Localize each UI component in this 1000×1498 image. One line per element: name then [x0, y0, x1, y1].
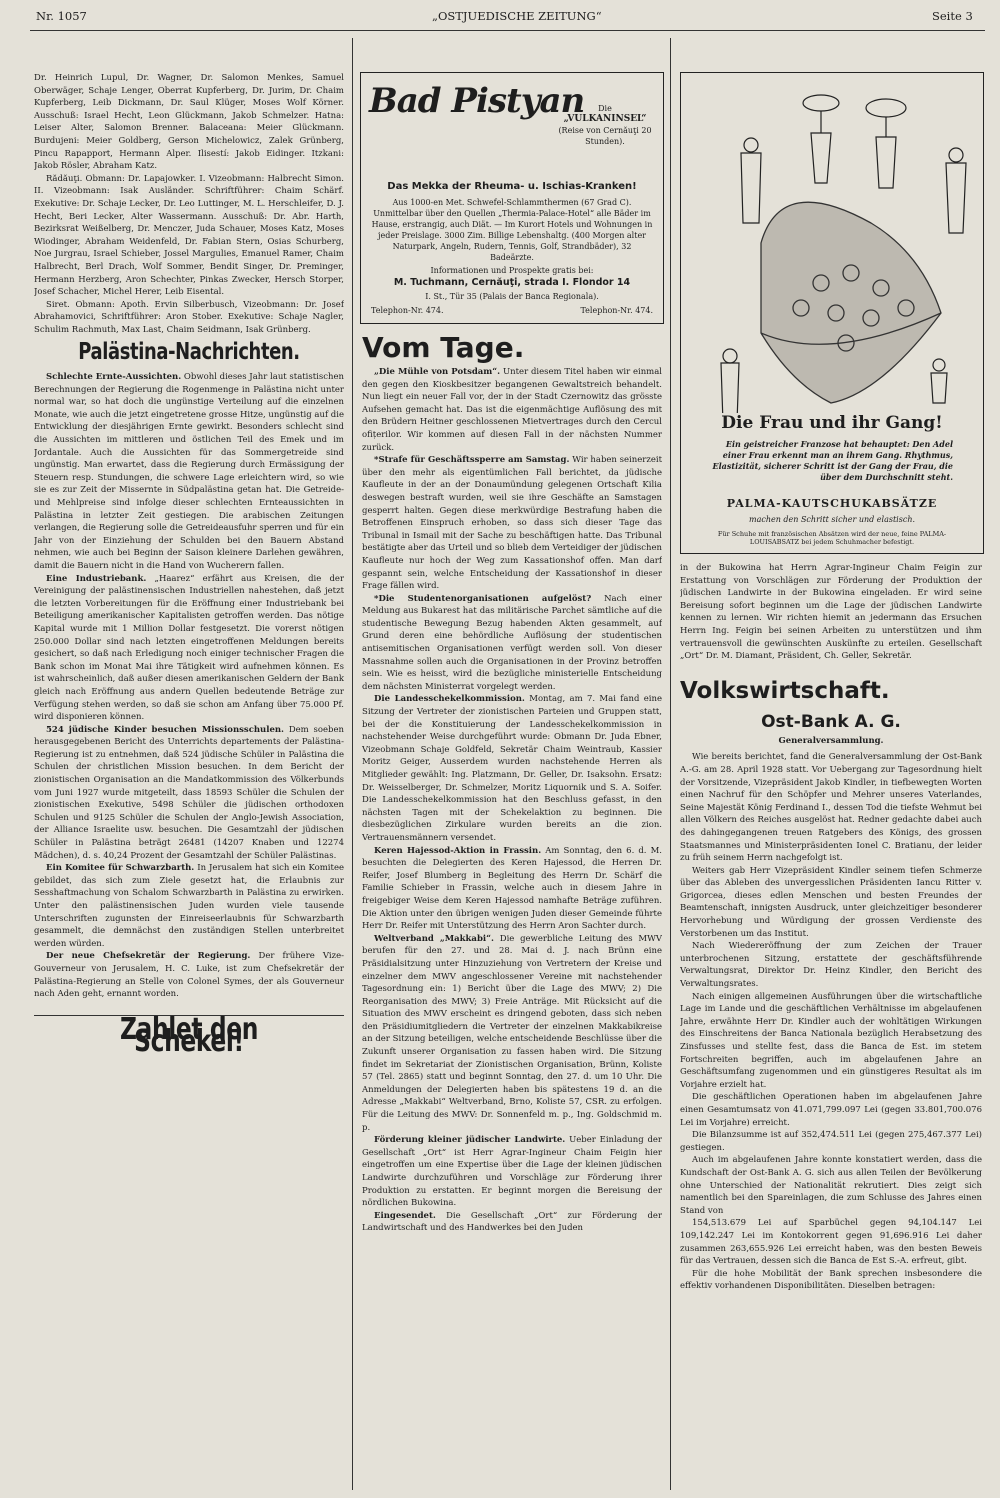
article-heading: Keren Hajessod-Aktion in Frassin. [374, 845, 542, 856]
committee-list: Rădăuţi. Obmann: Dr. Lapajowker. I. Vizeobmann: Halbrecht Simon. II. Vizeobmann: Isak Ausländer. Schriftführer: Chaim Schärf. Exekutive: Dr. Schaje Lecker, Dr. Leo Luttinger, M. L. Herschleifer, D. J. Hecht, Beri Lecker, Alter Wassermann. Ausschuß: Dr. Abr. Harth, Bezirksrat Weißelberg, Dr. Menczer, Juda Schauer, Moses Katz, Moses Wiodinger, Abraham Weidenfeld, Dr. Fabian Stern, Osias Schurberg, Noe Jurgrau, Israel Schieber, Jossel Margulies, Emanuel Ramer, Chaim Halbrecht, Berl Drach, Wolf Sommer, Bendit Singer, Dr. Preminger, Hermann Herzberg, Aron Schechter, Pinkas Zwecker, Hersch Storper, Josef Schacher, Michel Herer, Leib Eisental. [34, 173, 344, 298]
article-body: Obwohl dieses Jahr laut statistischen Berechnungen der Regierung die Rogenmenge in Palästina nicht unter normal war, so hat doch die ungünstige Verteilung auf die einzelnen Monate, wie auch die jetzt eingetretene grosse Hitze, ungünstig auf die Entwicklung der diesjährigen Ernte gewirkt. Besonders schlecht sind die Aussichten im mittleren und östlichen Teil des Emek und im Jordantale. Auch die Aussichten für das Sommergetreide sind ungünstig. Man erwartet, dass die Regierung durch Ermässigung der Steuern resp. Stundungen, die schwere Lage erleichtern wird, so wie sie es zur Zeit der Missernte in Südpalästina getan hat. Die Getreide- und Mehlpreise sind infolge dieser schlechten Ernteaussichten in Palästina in letzter Zeit gestiegen. Die arabischen Zeitungen verlangen, die Regierung solle die Getreideausfuhr sperren und für ein Jahr von der Einziehung der Schulden bei den Bauern Abstand nehmen, wie auch bei Beginn der Saison kleinere Darlehen gewähren, damit die Bauern nicht in die Hand von Wucherern fallen. [34, 372, 344, 571]
article-heading: 524 jüdische Kinder besuchen Missionsschulen. [46, 724, 285, 735]
heel-shape [761, 202, 941, 403]
article-body: „Haarez“ erfährt aus Kreisen, die der Vereinigung der palästinensischen Industriellen nahestehen, daß jetzt die letzten Vorbereitungen für die Eröffnung einer Industriebank bei Beteiligung amerikanischer Kapitalisten getroffen werden. Das nötige Kapital wurde mit 1 Million Dollar festgesetzt. Die vorerst nötigen 250.000 Dollar sind nach letzten eingetroffenen Meldungen bereits gesichert, so daß nach Erledigung noch einiger technischer Fragen die Bank schon im Monat Mai ihre Tätigkeit wird aufnehmen können. Es ist wahrscheinlich, daß außer diesen amerikanischen Geldern der Bank gleich nach Eröffnung aus andern Quellen bedeutende Beträge zur Verfügung stehen werden, so daß sie schon am Anfang über 75.000 Pf. wird disponieren können. [34, 573, 344, 723]
column-rule-1 [352, 38, 353, 1490]
article-body: Montag, am 7. Mai fand eine Sitzung der Vertreter der zionistischen Parteien und Gruppen statt, bei der die Konstituierung der Landesschekelkommission in nachstehender Weise durchgeführt wurde: Obmann Dr. Juda Ebner, Vizeobmann Schaje Goldfeld, Sekretär Chaim Weintraub, Kassier Moritz Geiger, Ausserdem wurden nachstehende Herren als Mitglieder gewählt: Ing. Platzmann, Dr. Geller, Dr. Isaksohn. Ersatz: Dr. Weisselberger, Dr. Schmelzer, Moritz Liquornik und S. A. Soifer. Die Landesschekelkommission hat den Beschluss gefasst, in den nächsten Tagen mit der Schekelaktion zu beginnen. Die diesbezüglichen Zirkulare wurden bereits an die zion. Vertrauensmännern versendet. [362, 694, 662, 843]
header-rule [30, 30, 985, 31]
column-3 [680, 562, 982, 1492]
pistyan-side-2: „VULKANINSEL“ [563, 114, 647, 124]
pistyan-info: Informationen und Prospekte gratis bei: [430, 266, 594, 275]
section-title-palaestina: Palästina-Nachrichten. [78, 339, 300, 366]
palma-brand: PALMA-KAUTSCHUKABSÄTZE [726, 497, 938, 510]
paragraph: Die Bilanzsumme ist auf 352,474.511 Lei (gegen 275,467.377 Lei) gestiegen. [680, 1130, 982, 1153]
article-body: Ueber Einladung der Gesellschaft „Ort“ ist Herr Agrar-Ingineur Chaim Feigin hier eingetroffen um eine Expertise über die Lage der kleinen jüdischen Landwirte durchzuführen und Vorschläge zur Förderung ihrer Produktion zu erstatten. Er beginnt morgen die Bereisung der nördlichen Bukowina. [362, 1135, 662, 1209]
palma-illustration [681, 73, 981, 413]
slogan-schekel: Zahlet den Schekel! [119, 1011, 259, 1060]
article-body: Unter diesem Titel haben wir einmal den gegen den Kioskbesitzer begangenen Gewaltstreich behandelt. Nun liegt ein neuer Fall vor, der in der Stadt Czernowitz das grösste Aufsehen gemacht hat. Das ist die eigenmächtige Auflösung des mit den Brüdern Heitner geschlossenen Mietvertrages durch den Cercul ofițerilor. Wir kommen auf diesen Fall in der nächsten Nummer zurück. [362, 367, 662, 453]
paragraph: 154,513.679 Lei auf Sparbüchel gegen 94,104.147 Lei 109,142.247 Lei im Kontokorrent gegen 91,696.916 Lei daher zusammen 263,655.926 Lei erreicht haben, was den besten Beweis für das Vertrauen, dessen sich die Banca de Est S.-A. erfreut, gibt. [680, 1218, 982, 1267]
committee-list: Siret. Obmann: Apoth. Ervin Silberbusch, Vizeobmann: Dr. Josef Abrahamovici, Schriftführer: Aron Stober. Exekutive: Schaje Nagler, Schulim Rachmuth, Max Last, Chaim Seidmann, Isak Grünberg. [34, 299, 344, 335]
article-body: Wir haben seinerzeit über den mehr als eigentümlichen Fall berichtet, da jüdische Kaufleute in der an der Donaumündung gelegenen Ortschaft Kilia deswegen bestraft wurden, weil sie ihre Geschäfte an Samstagen gesperrt halten. Gegen diese merkwürdige Bestrafung haben die Betroffenen Einspruch erhoben, so dass sich dieser Tage das Tribunal in Ismail mit der Sache zu beschäftigen hatte. Das Tribunal bestätigte aber das Urteil und so blieb dem Verteidiger der jüdischen Kaufleute nur hoch der Weg zum Kassationshof offen. Man darf gespannt sein, welche Entscheidung der Kassationshof in dieser Frage fällen wird. [362, 455, 662, 592]
issue-number: Nr. 1057 [36, 9, 87, 23]
pistyan-phone-right: Telephon-Nr. 474. [580, 306, 653, 315]
article-heading: Förderung kleiner jüdischer Landwirte. [374, 1135, 566, 1146]
committee-list: Dr. Heinrich Lupul, Dr. Wagner, Dr. Salomon Menkes, Samuel Oberwäger, Schaje Lenger, Oberrat Kupferberg, Dr. Jurim, Dr. Chaim Kupferberg, Leib Dickmann, Dr. Saul Klüger, Moses Wolf Körner. Ausschuß: Israel Hecht, Leon Glückmann, Jakob Schmelzer. Hatna: Leiser Alter, Salomon Brenner. Balaceana: Meier Glückmann. Burdujeni: Meier Goldberg, Gerson Michelowicz, Zalek Grünberg, Pincu Rapapport, Hermann Alper. Ilisestí: Jakob Eidinger. Itzkani: Jakob Rösler, Abraham Katz. [34, 73, 344, 172]
ost-bank-title: Ost-Bank A. G. [761, 711, 901, 732]
paragraph: Wie bereits berichtet, fand die Generalversammlung der Ost-Bank A.-G. am 28. April 1928 statt. Vor Uebergang zur Tagesordnung hielt der Vorsitzende, Vizepräsident Jakob Kindler, in tiefbewegten Worten einen Nachruf für den Schöpfer und Mehrer unseres Vaterlandes, Seine Majestät König Ferdinand I., dessen Tod die tiefste Wehmut bei allen Völkern des Reiches ausgelöst hat. Redner gedachte dabei auch des dahingegangenen treuen Ratgebers des Königs, des grossen Staatsmannes und Ministerpräsidenten Ionel C. Bratianu, der leider zu früh seinem Herrn nachgefolgt ist. [680, 752, 982, 864]
pistyan-logo: Bad Pistyan [369, 81, 585, 121]
pistyan-phone-left: Telephon-Nr. 474. [371, 306, 444, 315]
pistyan-agent: M. Tuchmann, Cernăuţi, strada I. Flondor 14 [393, 277, 631, 288]
pistyan-side-text [557, 103, 653, 147]
article-heading: *Die Studentenorganisationen aufgelöst? [374, 593, 592, 604]
article-heading: Der neue Chefsekretär der Regierung. [46, 951, 251, 962]
column-rule-2 [670, 38, 671, 1490]
ort-continued: in der Bukowina hat Herrn Agrar-Ingineur Chaim Feigin zur Erstattung von Vorschlägen zur Förderung der Produktion der jüdischen Landwirte in der Bukowina eingeladen. Er wird seine Bereisung sofort beginnen um die Lage der jüdischen Landwirte kennen zu lernen. Wir richten hiemit an jedermann das Ersuchen Herrn Ing. Feigin bei seinen Arbeiten zu unterstützen und ihm vertrauensvoll die gewünschten Auskünfte zu erteilen. Gesellschaft „Ort“ Dr. M. Diamant, Präsident, Ch. Geller, Sekretär. [680, 563, 982, 662]
article-heading: Ein Komitee für Schwarzbarth. [46, 863, 195, 874]
article-body: In Jerusalem hat sich ein Komitee gebildet, das sich zum Ziele gesetzt hat, die Erlaubnis zur Sesshaftmachung von Schalom Schwarzbarth in Palästina zu erwirken. Unter den palästinensischen Juden wurden viele tausende Unterschriften zugunsten der Einreiseerlaubnis für Schwarzbarth gesammelt, die demnächst den zuständigen Stellen unterbreitet werden würden. [34, 863, 344, 949]
article-heading: Eingesendet. [374, 1210, 436, 1221]
paragraph: Die geschäftlichen Operationen haben im abgelaufenen Jahre einen Gesamtumsatz von 41.071,799.097 Lei (gegen 33.801,700.076 Lei im Vorjahre) erreicht. [680, 1092, 982, 1128]
page-number: Seite 3 [932, 9, 973, 23]
article-heading: Schlechte Ernte-Aussichten. [46, 372, 182, 383]
generalversammlung-title: Generalversammlung. [778, 735, 884, 746]
article-heading: Weltverband „Makkabi“. [374, 933, 494, 944]
article-heading: „Die Mühle von Potsdam“. [374, 367, 501, 377]
article-body: Nach einer Meldung aus Bukarest hat das militärische Parchet sämtliche auf die studentische Bewegung Bezug habenden Akten gesammelt, auf Grund deren eine behördliche Auflösung der studentischen antisemitischen Organisationen verfügt werden soll. Von dieser Massnahme sollen auch die Organisationen in der Provinz betroffen sein. Wie es heisst, wird die bezügliche ministerielle Entscheidung dem nächsten Ministerrat vorgelegt werden. [362, 593, 662, 692]
paragraph: Für die hohe Mobilität der Bank sprechen insbesondere die effektiv vorhandenen Disponibilitäten. Dieselben betragen: [680, 1268, 982, 1292]
article-body: Die gewerbliche Leitung des MWV berufen für den 27. und 28. Mai d. J. nach Brünn eine Präsidialsitzung unter Hinzuziehung von Vertretern der Kreise und einzelner dem MWV angeschlossener Vereine mit nachstehender Tagesordnung ein: 1) Bericht über die Lage des MWV; 2) Die Reorganisation des MWV; 3) Freie Anträge. Mit Rücksicht auf die Situation des MWV erscheint es dringend geboten, dass sich neben den Präsidiumitgliedern die Vertreter der einzelnen Makkabikreise an der Sitzung beteiligen, welche entscheidende Beschlüsse über die Zukunft unserer Organisation zu fassen haben wird. Die Sitzung findet im Sekretariat der Zionistischen Organisation, Brünn, Koliste 57 (Tel. 2865) statt und beginnt Sonntag, den 27. d. um 10 Uhr. Die Anmeldungen der Delegierten haben bis spätestens 19 d. an die Adresse „Makkabi“ Weltverband, Brno, Koliste 57, CSR. zu erfolgen. Für die Leitung des MWV: Dr. Sonnenfeld m. p., Ing. Goldschmid m. p. [362, 933, 662, 1133]
article-body: Dem soeben herausgegebenen Bericht des Unterrichts departements der Palästina-Regierung ist zu entnehmen, daß 524 jüdische Schüler in Palästina die Schulen der christlichen Mission besuchen. In dem Bericht der zionistischen Organisation an die Mandatkommission des Völkerbunds vom Juni 1927 wurde mitgeteilt, dass 18593 Schüler die Schulen der zionistischen Exekutive, 5498 Schüler die jüdischen orthodoxen Schulen und 9125 Schüler die Schulen der Anglo-Jewish Association, der Alliance Israelite usw. besuchen. Die Gesamtzahl der jüdischen Schüler in Palästina beträgt 26481 (14207 Knaben und 12274 Mädchen), d. s. 40,24 Prozent der Gesamtzahl der Schüler Palästinas. [34, 724, 344, 861]
palma-advertisement [680, 72, 984, 554]
pistyan-side-3: (Reise von Cernăuţi 20 Stunden). [558, 126, 652, 146]
paragraph: Nach einigen allgemeinen Ausführungen über die wirtschaftliche Lage im Lande und die geschäftlichen Verhältnisse im abgelaufenen Jahre, erwähnte Herr Dr. Kindler auch der wohltätigen Wirkungen des Einschreitens der Banca Nationala bezüglich Herabsetzung des Zinsfusses und stellte fest, dass die Banca de Est. im stetem Fortschreiten begriffen, auch im abgelaufenen Jahre an Geschäftsumfang zugenommen und ein günstigeres Resultat als im Vorjahre erzielt hat. [680, 991, 982, 1090]
article-body: Die Gesellschaft „Ort“ zur Förderung der Landwirtschaft und des Handwerkes bei den Juden [362, 1210, 662, 1234]
palma-footnote: Für Schuhe mit französischen Absätzen wird der neue, feine PALMA-LOUISABSATZ bei jedem Schuhmacher befestigt. [717, 530, 947, 546]
paragraph: Nach Wiedereröffnung der zum Zeichen der Trauer unterbrochenen Sitzung, erstattete der geschäftsführende Verwaltungsrat, Direktor Dr. Heinz Kindler, den Bericht des Verwaltungsrates. [680, 941, 982, 990]
palma-text: Ein geistreicher Franzose hat behauptet: Den Adel einer Frau erkennt man an ihrem Gang. Rhythmus, Elastizität, sicherer Schritt ist der Gang der Frau, die über dem Durchschnitt steht. [712, 439, 953, 482]
article-heading: Die Landesschekelkommission. [374, 694, 525, 705]
column-1 [34, 72, 344, 1492]
pistyan-headline: Das Mekka der Rheuma- u. Ischias-Kranken! [387, 181, 637, 192]
paragraph: Auch im abgelaufenen Jahre konnte konstatiert werden, dass die Kundschaft der Ost-Bank A. G. sich aus allen Teilen der Bevölkerung ohne Unterschied der Nationalität rekrutiert. Dies zeigt sich namentlich bei den Spareinlagen, die zum Schlusse des Jahres einen Stand von [680, 1155, 982, 1216]
pistyan-body: Aus 1000-en Met. Schwefel-Schlammthermen (67 Grad C). Unmittelbar über den Quellen „Thermia-Palace-Hotel“ alle Bäder im Hause, erstrangig, auch Diät. — Im Kurort Hotels und Wohnungen in jeder Preislage. 3000 Zim. Billige Lebenshaltg. (400 Morgen alter Naturpark, Angeln, Rudern, Tennis, Golf, Strandbäder), 32 Badeärzte. [371, 198, 653, 262]
pistyan-side-1: Die [598, 104, 612, 113]
pistyan-advertisement [360, 72, 664, 324]
palma-tagline: machen den Schritt sicher und elastisch. [748, 515, 916, 524]
column-2 [362, 332, 662, 1492]
section-title-volkswirtschaft: Volkswirtschaft. [680, 677, 890, 704]
palma-headline: Die Frau und ihr Gang! [721, 413, 943, 433]
pistyan-agent-address: I. St., Tür 35 (Palais der Banca Regionala). [425, 292, 599, 301]
article-body: Am Sonntag, den 6. d. M. besuchten die Delegierten des Keren Hajessod, die Herren Dr. Reifer, Josef Blumberg in Begleitung des Herrn Dr. Schärf die Familie Schieber in Frassin, welche auch in diesem Jahre in freigebiger Weise dem Keren Hajessod namhafte Beträge zuführen. Die Aktion unter den übrigen wenigen Juden dieser Gemeinde führte Herr Dr. Reifer mit Unterstützung des Herrn Aron Sachter durch. [362, 845, 662, 932]
article-heading: Eine Industriebank. [46, 573, 147, 584]
paragraph: Weiters gab Herr Vizepräsident Kindler seinem tiefen Schmerze über das Ableben des unvergesslichen Präsidenten Iancu Ritter v. Grigorcea, dieses edlen Menschen und besten Freundes der Beamtenschaft, innigsten Ausdruck, unter gleichzeitiger besonderer Hervorhebung und Würdigung der grossen Verdienste des Verstorbenen um das Institut. [680, 865, 982, 939]
article-body: Der frühere Vize-Gouverneur von Jerusalem, H. C. Luke, ist zum Chefsekretär der Palästina-Regierung an Stelle von Colonel Symes, der als Gouverneur nach Aden geht, ernannt worden. [34, 951, 344, 1000]
section-title-vom-tage: Vom Tage. [362, 332, 525, 364]
newspaper-title: „OSTJUEDISCHE ZEITUNG“ [432, 9, 602, 23]
article-heading: *Strafe für Geschäftssperre am Samstag. [374, 455, 570, 466]
